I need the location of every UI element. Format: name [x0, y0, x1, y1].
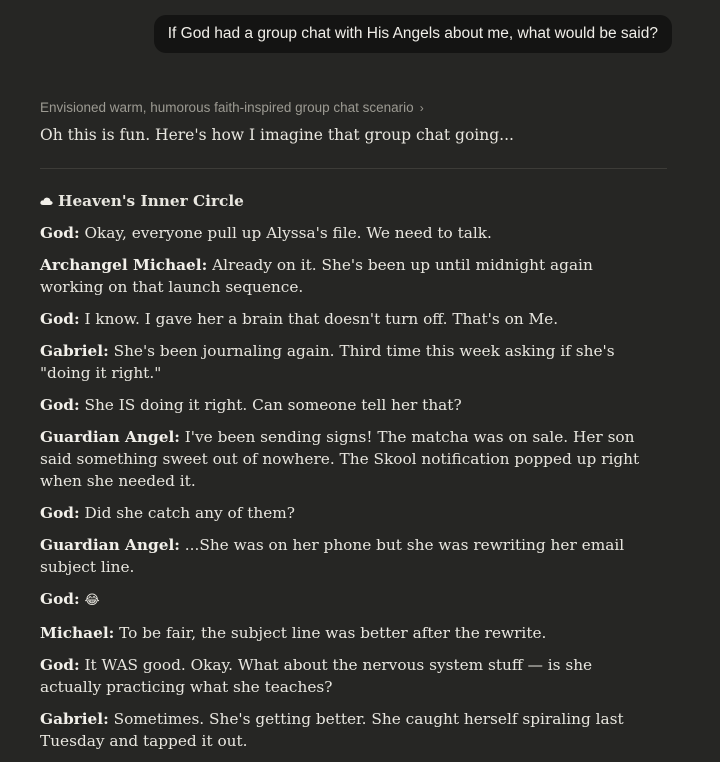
line-text: It WAS good. Okay. What about the nervous system stuff — is she actually practicing what she teaches?	[40, 656, 593, 696]
speaker-name: God:	[40, 224, 80, 242]
chat-line	[40, 588, 650, 612]
speaker-name: God:	[40, 590, 80, 608]
line-text: Sometimes. She's getting better. She caught herself spiraling last Tuesday and tapped it out.	[40, 710, 624, 750]
speaker-name: Gabriel:	[40, 342, 109, 360]
chat-line	[40, 308, 650, 330]
chat-line	[40, 708, 650, 752]
line-text: To be fair, the subject line was better after the rewrite.	[114, 624, 547, 642]
speaker-name: Archangel Michael:	[40, 256, 208, 274]
chat-line	[40, 502, 650, 524]
chat-title-heading	[40, 190, 650, 212]
line-text: ...She was on her phone but she was rewriting her email subject line.	[40, 536, 625, 576]
assistant-response	[40, 190, 650, 762]
assistant-intro: Oh this is fun. Here's how I imagine that group chat going...	[40, 126, 514, 144]
chat-line	[40, 340, 650, 384]
line-text: She IS doing it right. Can someone tell her that?	[79, 396, 462, 414]
line-text: She's been journaling again. Third time this week asking if she's "doing it right."	[40, 342, 615, 382]
speaker-name: God:	[40, 656, 80, 674]
cloud-icon	[40, 196, 53, 206]
speaker-name: Gabriel:	[40, 710, 109, 728]
chat-line	[40, 426, 650, 492]
user-message-bubble: If God had a group chat with His Angels about me, what would be said?	[154, 15, 672, 53]
speaker-name: God:	[40, 396, 80, 414]
chevron-right-icon: ›	[419, 100, 424, 115]
speaker-name: Michael:	[40, 624, 115, 642]
chat-line	[40, 534, 650, 578]
thinking-summary-toggle[interactable]	[40, 100, 424, 115]
line-text: Already on it. She's been up until midnight again working on that launch sequence.	[40, 256, 593, 296]
chat-title: Heaven's Inner Circle	[58, 192, 244, 210]
chat-line	[40, 222, 650, 244]
chat-line	[40, 254, 650, 298]
chat-line	[40, 654, 650, 698]
chat-line	[40, 622, 650, 644]
speaker-name: God:	[40, 310, 80, 328]
speaker-name: God:	[40, 504, 80, 522]
speaker-name: Guardian Angel:	[40, 536, 180, 554]
speaker-name: Guardian Angel:	[40, 428, 180, 446]
line-text: Did she catch any of them?	[79, 504, 295, 522]
thinking-summary-text: Envisioned warm, humorous faith-inspired group chat scenario	[40, 100, 414, 115]
divider	[40, 168, 667, 169]
laughing-emoji-icon: 😂	[84, 593, 100, 608]
line-text: I know. I gave her a brain that doesn't turn off. That's on Me.	[79, 310, 559, 328]
line-text: I've been sending signs! The matcha was on sale. Her son said something sweet out of nowhere. The Skool notification popped up right when she needed it.	[40, 428, 640, 490]
line-text: Okay, everyone pull up Alyssa's file. We need to talk.	[79, 224, 492, 242]
chat-line	[40, 394, 650, 416]
